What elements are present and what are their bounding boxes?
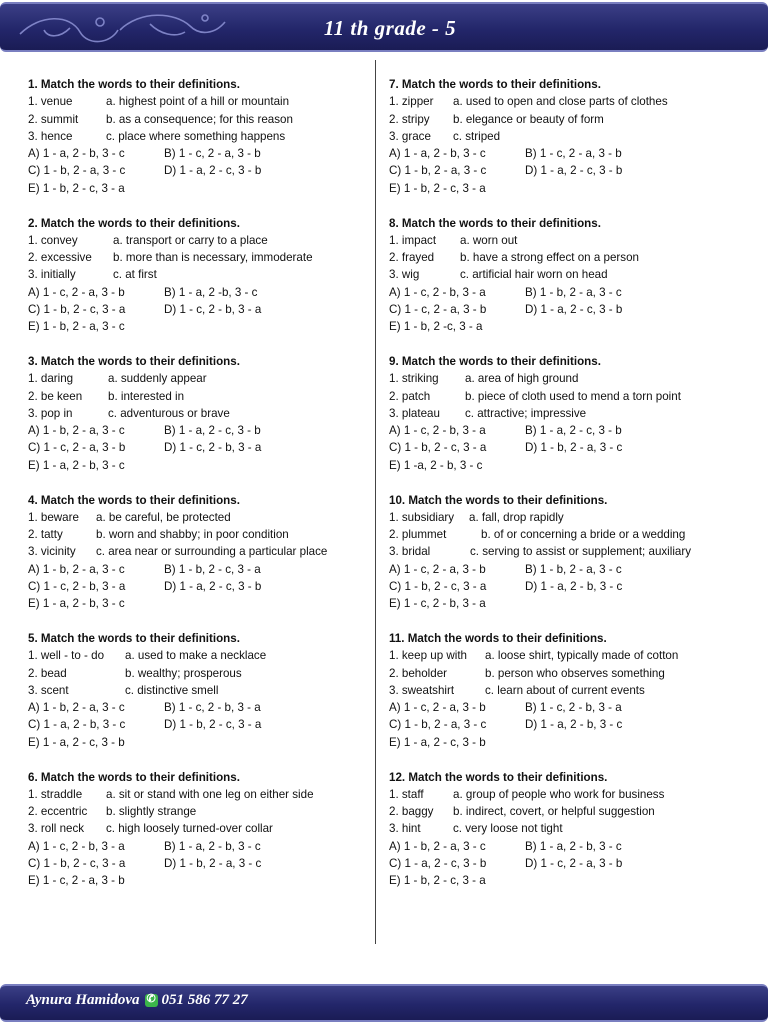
definition: a. highest point of a hill or mountain [106, 95, 290, 109]
answer-option[interactable]: E) 1 - b, 2 -c, 3 - a [389, 320, 483, 334]
definition: a. sit or stand with one leg on either side [106, 787, 314, 801]
word-definition-pair [28, 111, 388, 128]
question-heading: 2. Match the words to their definitions. [28, 216, 240, 230]
word: 1. subsidiary [389, 510, 455, 524]
answer-option[interactable]: D) 1 - b, 2 - a, 3 - c [525, 441, 623, 455]
definition: c. attractive; impressive [465, 406, 587, 420]
word: 1. well - to - do [28, 649, 105, 663]
answer-options-row [389, 716, 749, 733]
word: 2. baggy [389, 805, 434, 819]
word: 1. zipper [389, 95, 434, 109]
answer-options-row [389, 301, 749, 318]
word-definition-pair [28, 665, 388, 682]
answer-option[interactable]: D) 1 - c, 2 - a, 3 - b [525, 856, 623, 870]
definition: a. fall, drop rapidly [469, 510, 564, 524]
word: 3. roll neck [28, 822, 85, 836]
answer-option[interactable]: A) 1 - b, 2 - a, 3 - c [28, 424, 125, 438]
question-block [389, 630, 749, 769]
word-definition-pair [28, 388, 388, 405]
answer-options-row [389, 180, 749, 197]
question-block [389, 492, 749, 631]
answer-option[interactable]: A) 1 - c, 2 - b, 3 - a [389, 424, 486, 438]
word: 1. impact [389, 233, 437, 247]
definition: c. at first [113, 268, 157, 282]
word-definition-pair [389, 509, 749, 526]
definition: c. area near or surrounding a particular place [96, 545, 328, 559]
question-heading: 1. Match the words to their definitions. [28, 78, 240, 91]
question-block [28, 353, 388, 492]
definition: c. distinctive smell [125, 683, 219, 697]
word: 2. eccentric [28, 805, 88, 819]
question-block [28, 630, 388, 769]
answer-options-row [28, 180, 388, 197]
page-title: 11 th grade - 5 [323, 16, 457, 40]
word-definition-pair [389, 232, 749, 249]
answer-option[interactable]: C) 1 - a, 2 - c, 3 - b [389, 856, 487, 870]
phone-icon [145, 994, 158, 1007]
word-definition-pair [389, 370, 749, 387]
question-heading: 4. Match the words to their definitions. [28, 493, 240, 507]
answer-option[interactable]: B) 1 - a, 2 -b, 3 - c [164, 285, 258, 299]
definition: b. wealthy; prosperous [125, 666, 242, 680]
word-definition-pair [28, 803, 388, 820]
question-heading: 6. Match the words to their definitions. [28, 770, 240, 784]
answer-options-row [28, 855, 388, 872]
question-block [28, 769, 388, 908]
word-definition-pair [389, 526, 749, 543]
answer-option[interactable]: B) 1 - a, 2 - b, 3 - c [525, 839, 622, 853]
question-heading: 12. Match the words to their definitions. [389, 770, 608, 784]
word: 3. wig [389, 268, 420, 282]
question-heading: 11. Match the words to their definitions. [389, 632, 607, 645]
definition: a. be careful, be protected [96, 510, 231, 524]
answer-options-row [28, 457, 388, 474]
answer-option[interactable]: B) 1 - c, 2 - b, 3 - a [525, 701, 622, 715]
word: 3. bridal [389, 545, 431, 559]
definition: a. worn out [460, 233, 518, 247]
definition: b. as a consequence; for this reason [106, 112, 293, 126]
answer-options-row [389, 872, 749, 889]
question-heading: 8. Match the words to their definitions. [389, 216, 601, 230]
answer-option[interactable]: A) 1 - c, 2 - b, 3 - a [389, 285, 486, 299]
definition: c. striped [453, 129, 501, 143]
right-column [389, 76, 749, 907]
answer-option[interactable]: A) 1 - c, 2 - a, 3 - b [28, 285, 125, 299]
answer-option[interactable]: D) 1 - a, 2 - c, 3 - b [525, 302, 623, 316]
answer-option[interactable]: E) 1 - c, 2 - b, 3 - a [389, 597, 486, 611]
answer-option[interactable]: B) 1 - b, 2 - c, 3 - a [164, 562, 261, 576]
answer-option[interactable]: B) 1 - c, 2 - a, 3 - b [525, 147, 622, 161]
definition: b. worn and shabby; in poor condition [96, 528, 289, 542]
answer-option[interactable]: C) 1 - b, 2 - a, 3 - c [28, 164, 126, 178]
definition: a. used to open and close parts of clothes [453, 95, 668, 109]
answer-option[interactable]: A) 1 - c, 2 - b, 3 - a [28, 839, 125, 853]
definition: b. piece of cloth used to mend a torn point [465, 389, 681, 403]
answer-option[interactable]: B) 1 - c, 2 - a, 3 - b [164, 147, 261, 161]
word-definition-pair [389, 786, 749, 803]
word-definition-pair [28, 266, 388, 283]
word-definition-pair [389, 111, 749, 128]
word: 2. stripy [389, 112, 430, 126]
answer-option[interactable]: E) 1 - b, 2 - a, 3 - c [28, 320, 125, 334]
answer-options-row [28, 578, 388, 595]
question-block [389, 76, 749, 215]
answer-options-row [389, 145, 749, 162]
answer-options-row [389, 162, 749, 179]
definition: a. area of high ground [465, 372, 579, 386]
definition: b. elegance or beauty of form [453, 112, 604, 126]
answer-option[interactable]: E) 1 - c, 2 - a, 3 - b [28, 874, 125, 888]
word-definition-pair [28, 820, 388, 837]
question-block [389, 215, 749, 354]
definition: b. more than is necessary, immoderate [113, 251, 313, 265]
author-name: Aynura Hamidova [26, 992, 140, 1008]
answer-option[interactable]: A) 1 - a, 2 - b, 3 - c [28, 147, 125, 161]
word-definition-pair [389, 647, 749, 664]
answer-options-row [389, 318, 749, 335]
word: 2. beholder [389, 666, 448, 680]
answer-option[interactable]: E) 1 - a, 2 - c, 3 - b [28, 735, 125, 749]
answer-option[interactable]: B) 1 - a, 2 - b, 3 - c [164, 839, 261, 853]
footer-contact [26, 992, 248, 1009]
word-definition-pair [389, 266, 749, 283]
word-definition-pair [389, 128, 749, 145]
word-definition-pair [28, 232, 388, 249]
answer-options-row [28, 699, 388, 716]
definition: a. suddenly appear [108, 372, 207, 386]
question-heading: 10. Match the words to their definitions. [389, 493, 608, 507]
definition: c. artificial hair worn on head [460, 268, 608, 282]
answer-option[interactable]: A) 1 - a, 2 - b, 3 - c [389, 147, 486, 161]
question-block [389, 353, 749, 492]
word-definition-pair [28, 543, 388, 560]
word-definition-pair [28, 405, 388, 422]
word: 1. keep up with [389, 649, 467, 663]
definition: c. serving to assist or supplement; auxiliary [470, 545, 692, 559]
definition: c. adventurous or brave [108, 406, 230, 420]
word: 2. summit [28, 112, 79, 126]
word-definition-pair [28, 249, 388, 266]
answer-options-row [28, 301, 388, 318]
word: 2. plummet [389, 528, 447, 542]
word-definition-pair [28, 93, 388, 110]
answer-option[interactable]: A) 1 - b, 2 - a, 3 - c [389, 839, 486, 853]
definition: b. indirect, covert, or helpful suggestion [453, 805, 655, 819]
answer-options-row [28, 439, 388, 456]
answer-option[interactable]: B) 1 - c, 2 - b, 3 - a [164, 701, 261, 715]
answer-option[interactable]: C) 1 - c, 2 - a, 3 - b [389, 302, 487, 316]
question-heading: 7. Match the words to their definitions. [389, 78, 601, 91]
word: 1. convey [28, 233, 78, 247]
answer-options-row [389, 439, 749, 456]
answer-options-row [389, 422, 749, 439]
answer-option[interactable]: D) 1 - a, 2 - c, 3 - b [164, 579, 262, 593]
answer-option[interactable]: D) 1 - b, 2 - c, 3 - a [164, 718, 262, 732]
word: 2. tatty [28, 528, 63, 542]
header-banner [0, 2, 768, 52]
word-definition-pair [389, 405, 749, 422]
word-definition-pair [389, 93, 749, 110]
answer-option[interactable]: B) 1 - a, 2 - c, 3 - b [525, 424, 622, 438]
question-block [28, 215, 388, 354]
word: 1. striking [389, 372, 439, 386]
answer-options-row [389, 734, 749, 751]
word-definition-pair [389, 543, 749, 560]
answer-option[interactable]: D) 1 - c, 2 - b, 3 - a [164, 302, 262, 316]
word: 3. hence [28, 129, 73, 143]
answer-options-row [28, 734, 388, 751]
answer-options-row [28, 145, 388, 162]
answer-options-row [28, 595, 388, 612]
answer-option[interactable]: C) 1 - b, 2 - c, 3 - a [389, 579, 487, 593]
left-column [28, 76, 388, 907]
footer-banner [0, 984, 768, 1022]
answer-option[interactable]: C) 1 - b, 2 - c, 3 - a [28, 856, 126, 870]
definition: b. slightly strange [106, 805, 197, 819]
answer-option[interactable]: B) 1 - a, 2 - c, 3 - b [164, 424, 261, 438]
answer-option[interactable]: A) 1 - b, 2 - a, 3 - c [28, 562, 125, 576]
answer-option[interactable]: C) 1 - b, 2 - a, 3 - c [389, 718, 487, 732]
answer-option[interactable]: C) 1 - b, 2 - c, 3 - a [28, 302, 126, 316]
answer-option[interactable]: E) 1 - b, 2 - c, 3 - a [389, 874, 486, 888]
definition: a. transport or carry to a place [113, 233, 268, 247]
answer-option[interactable]: D) 1 - a, 2 - b, 3 - c [525, 579, 623, 593]
word: 1. straddle [28, 787, 83, 801]
word-definition-pair [28, 370, 388, 387]
answer-option[interactable]: E) 1 - a, 2 - c, 3 - b [389, 735, 486, 749]
word-definition-pair [389, 249, 749, 266]
word-definition-pair [389, 803, 749, 820]
answer-option[interactable]: C) 1 - b, 2 - a, 3 - c [389, 164, 487, 178]
definition: c. place where something happens [106, 129, 286, 143]
answer-option[interactable]: D) 1 - c, 2 - b, 3 - a [164, 441, 262, 455]
word: 3. grace [389, 129, 431, 143]
answer-options-row [389, 699, 749, 716]
word: 1. daring [28, 372, 74, 386]
answer-options-row [28, 561, 388, 578]
answer-options-row [28, 284, 388, 301]
word: 1. venue [28, 95, 73, 109]
word: 3. initially [28, 268, 76, 282]
word-definition-pair [389, 388, 749, 405]
definition: a. used to make a necklace [125, 649, 267, 663]
question-heading: 5. Match the words to their definitions. [28, 632, 240, 645]
word: 2. be keen [28, 389, 83, 403]
question-block [28, 492, 388, 631]
word-definition-pair [28, 786, 388, 803]
word-definition-pair [28, 682, 388, 699]
answer-options-row [389, 457, 749, 474]
word: 3. vicinity [28, 545, 76, 559]
answer-options-row [28, 872, 388, 889]
word: 1. beware [28, 510, 79, 524]
answer-option[interactable]: D) 1 - a, 2 - c, 3 - b [164, 164, 262, 178]
answer-options-row [389, 284, 749, 301]
answer-option[interactable]: D) 1 - b, 2 - a, 3 - c [164, 856, 262, 870]
answer-options-row [389, 855, 749, 872]
word: 3. plateau [389, 406, 440, 420]
answer-option[interactable]: E) 1 - a, 2 - b, 3 - c [28, 597, 125, 611]
answer-option[interactable]: A) 1 - c, 2 - a, 3 - b [389, 562, 486, 576]
answer-option[interactable]: E) 1 - b, 2 - c, 3 - a [28, 181, 125, 195]
phone-number: 051 586 77 27 [161, 992, 248, 1008]
definition: c. very loose not tight [453, 822, 563, 836]
word: 3. scent [28, 683, 69, 697]
definition: a. group of people who work for business [453, 787, 665, 801]
word: 2. bead [28, 666, 67, 680]
answer-options-row [28, 838, 388, 855]
definition: b. person who observes something [485, 666, 665, 680]
answer-option[interactable]: A) 1 - b, 2 - a, 3 - c [28, 701, 125, 715]
answer-options-row [389, 838, 749, 855]
answer-option[interactable]: B) 1 - b, 2 - a, 3 - c [525, 285, 622, 299]
word-definition-pair [28, 128, 388, 145]
question-block [389, 769, 749, 908]
word: 2. frayed [389, 251, 435, 265]
word-definition-pair [28, 509, 388, 526]
answer-options-row [389, 595, 749, 612]
definition: c. learn about of current events [485, 683, 645, 697]
word: 2. patch [389, 389, 431, 403]
word-definition-pair [389, 665, 749, 682]
answer-option[interactable]: C) 1 - c, 2 - b, 3 - a [28, 579, 126, 593]
word: 3. sweatshirt [389, 683, 455, 697]
answer-option[interactable]: E) 1 -a, 2 - b, 3 - c [389, 458, 483, 472]
question-heading: 9. Match the words to their definitions. [389, 355, 601, 368]
answer-options-row [389, 561, 749, 578]
question-block [28, 76, 388, 215]
word-definition-pair [389, 820, 749, 837]
definition: b. have a strong effect on a person [460, 251, 639, 265]
answer-option[interactable]: A) 1 - c, 2 - a, 3 - b [389, 701, 486, 715]
definition: b. interested in [108, 389, 185, 403]
answer-option[interactable]: D) 1 - a, 2 - c, 3 - b [525, 164, 623, 178]
word: 3. pop in [28, 406, 73, 420]
answer-options-row [28, 716, 388, 733]
word-definition-pair [389, 682, 749, 699]
word: 3. hint [389, 822, 421, 836]
definition: a. loose shirt, typically made of cotton [485, 649, 679, 663]
answer-option[interactable]: D) 1 - a, 2 - b, 3 - c [525, 718, 623, 732]
answer-option[interactable]: E) 1 - b, 2 - c, 3 - a [389, 181, 486, 195]
answer-option[interactable]: C) 1 - c, 2 - a, 3 - b [28, 441, 126, 455]
answer-options-row [389, 578, 749, 595]
word-definition-pair [28, 647, 388, 664]
word: 2. excessive [28, 251, 92, 265]
answer-option[interactable]: B) 1 - b, 2 - a, 3 - c [525, 562, 622, 576]
definition: b. of or concerning a bride or a wedding [481, 528, 686, 542]
answer-option[interactable]: C) 1 - b, 2 - c, 3 - a [389, 441, 487, 455]
answer-option[interactable]: E) 1 - a, 2 - b, 3 - c [28, 458, 125, 472]
answer-options-row [28, 318, 388, 335]
question-heading: 3. Match the words to their definitions. [28, 355, 240, 368]
word: 1. staff [389, 787, 424, 801]
answer-option[interactable]: C) 1 - a, 2 - b, 3 - c [28, 718, 126, 732]
word-definition-pair [28, 526, 388, 543]
definition: c. high loosely turned-over collar [106, 822, 273, 836]
answer-options-row [28, 422, 388, 439]
ornament-swirl-icon [0, 4, 260, 52]
answer-options-row [28, 162, 388, 179]
